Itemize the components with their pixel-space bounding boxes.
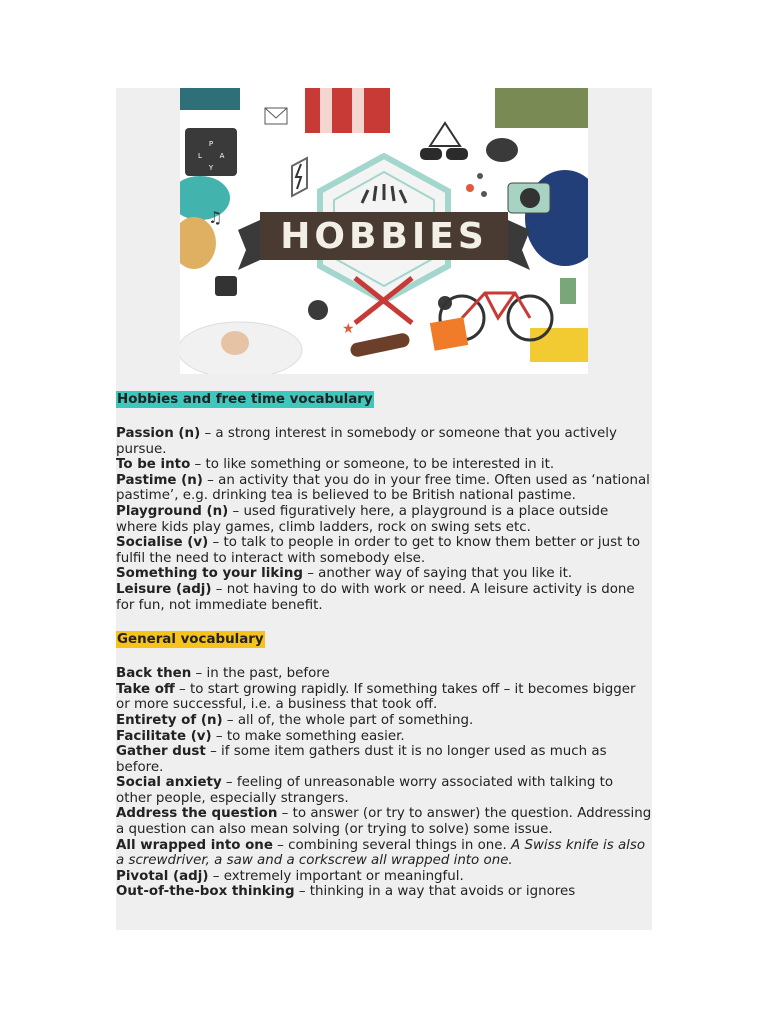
- vocabulary-definition: – extremely important or meaningful.: [208, 868, 464, 884]
- section-heading: General vocabulary: [117, 632, 264, 648]
- vocabulary-entry: [116, 504, 652, 535]
- vocabulary-content: [116, 391, 652, 900]
- vocabulary-term: All wrapped into one: [116, 837, 273, 853]
- vocabulary-definition: – in the past, before: [191, 666, 330, 682]
- vocabulary-definition: – another way of saying that you like it.: [302, 566, 573, 582]
- vocabulary-definition: – a strong interest in somebody or someone that you actively pursue.: [116, 426, 617, 457]
- light-bulb-icon: [308, 300, 328, 320]
- network-icon: [466, 184, 474, 192]
- vocabulary-entry: [116, 666, 652, 682]
- vocabulary-term: Socialise (v): [116, 535, 209, 551]
- speech-bubble-icon: [486, 138, 518, 162]
- vocabulary-entry: [116, 457, 652, 473]
- vocabulary-entry: [116, 426, 652, 457]
- vocabulary-definition: – combining several things in one.: [272, 837, 512, 853]
- section-heading: Hobbies and free time vocabulary: [117, 392, 373, 407]
- vocabulary-example: A Swiss knife is also a screwdriver, a saw and a corkscrew all wrapped into one.: [116, 837, 646, 869]
- vocabulary-term: Passion (n): [116, 426, 201, 441]
- vocabulary-entry: [116, 806, 652, 837]
- vocabulary-entry: [116, 566, 652, 582]
- document-page: [116, 88, 652, 930]
- vocabulary-entry: [116, 473, 652, 504]
- badge-letter-p: P: [208, 140, 214, 148]
- hobbies-banner-text: HOBBIES: [280, 216, 488, 257]
- vocabulary-term: Pastime (n): [116, 472, 203, 488]
- orange-notebook-icon: [430, 317, 468, 350]
- photo-camera-icon: [215, 276, 237, 296]
- vocabulary-definition: – used figuratively here, a playground is a place outside where kids play games, climb ladders, rock on swing sets etc.: [116, 503, 609, 535]
- vocabulary-definition: – to make something easier.: [211, 728, 405, 744]
- vocabulary-definition: – if some item gathers dust it is no longer used as much as before.: [116, 744, 607, 775]
- vocabulary-definition: – to answer (or try to answer) the question. Addressing a question can also mean solving (or trying to solve) some issue.: [116, 806, 652, 838]
- vocabulary-term: Address the question: [116, 806, 278, 822]
- vocabulary-definition: – an activity that you do in your free time. Often used as ‘national pastime’, e.g. drinking tea is believed to be British national pastime.: [116, 472, 650, 504]
- vocabulary-term: Leisure (adj): [116, 581, 212, 597]
- vocabulary-entry: [116, 582, 652, 613]
- arm-shape: [180, 88, 240, 110]
- vocabulary-term: Social anxiety: [116, 775, 222, 791]
- vocabulary-term: Entirety of (n): [116, 712, 223, 728]
- vocabulary-term: Out-of-the-box thinking: [116, 884, 295, 900]
- vocabulary-entry: [116, 713, 652, 729]
- vocabulary-entry: [116, 775, 652, 806]
- triangle-eye-icon: [430, 123, 460, 146]
- vocabulary-definition: – all of, the whole part of something.: [222, 712, 474, 728]
- ribbon-left-end: [238, 220, 260, 270]
- badge-letter-a: A: [219, 152, 225, 160]
- vocabulary-term: Something to your liking: [116, 566, 303, 582]
- yellow-sleeve-shape: [530, 328, 588, 362]
- vocabulary-definition: – to talk to people in order to get to know them better or just to fulfil the need to interact with somebody else.: [116, 535, 641, 566]
- teal-sleeve-shape: [180, 176, 230, 220]
- vocabulary-term: Pivotal (adj): [116, 868, 209, 884]
- vocabulary-definition: – feeling of unreasonable worry associated with talking to other people, especially strangers.: [116, 775, 614, 806]
- vocabulary-entry: [116, 682, 652, 713]
- vocabulary-term: Facilitate (v): [116, 728, 212, 744]
- vocabulary-entry: [116, 535, 652, 566]
- vocabulary-entry: [116, 869, 652, 885]
- vocabulary-entry: [116, 838, 652, 869]
- badge-letter-l: L: [198, 152, 202, 160]
- vocabulary-term: Take off: [116, 681, 175, 697]
- vocabulary-definition: – thinking in a way that avoids or ignores: [294, 884, 576, 900]
- hobbies-hero-image: [180, 88, 588, 374]
- vocabulary-entry: [116, 884, 652, 900]
- vocabulary-term: To be into: [116, 457, 191, 473]
- cactus-icon: [560, 278, 576, 304]
- music-note-icon: ♫: [208, 208, 223, 227]
- vocabulary-entry: [116, 744, 652, 775]
- badge-letter-y: Y: [208, 164, 214, 172]
- plaid-shirt-shape: [305, 88, 390, 133]
- green-sleeve-shape: [495, 88, 588, 128]
- hand-shape: [349, 332, 411, 358]
- vocabulary-entry: [116, 729, 652, 745]
- sunglasses-icon: [420, 148, 442, 160]
- vocabulary-definition: – to like something or someone, to be interested in it.: [190, 457, 555, 473]
- hobbies-illustration: [180, 88, 588, 374]
- vocabulary-term: Playground (n): [116, 503, 229, 519]
- vocabulary-definition: – not having to do with work or need. A leisure activity is done for fun, not immediate benefit.: [116, 581, 635, 613]
- vocabulary-term: Gather dust: [116, 744, 206, 760]
- vocabulary-definition: – to start growing rapidly. If something takes off – it becomes bigger or more successful, i.e. a business that took off.: [116, 681, 636, 713]
- vocabulary-term: Back then: [116, 666, 192, 682]
- star-icon: ★: [342, 321, 355, 337]
